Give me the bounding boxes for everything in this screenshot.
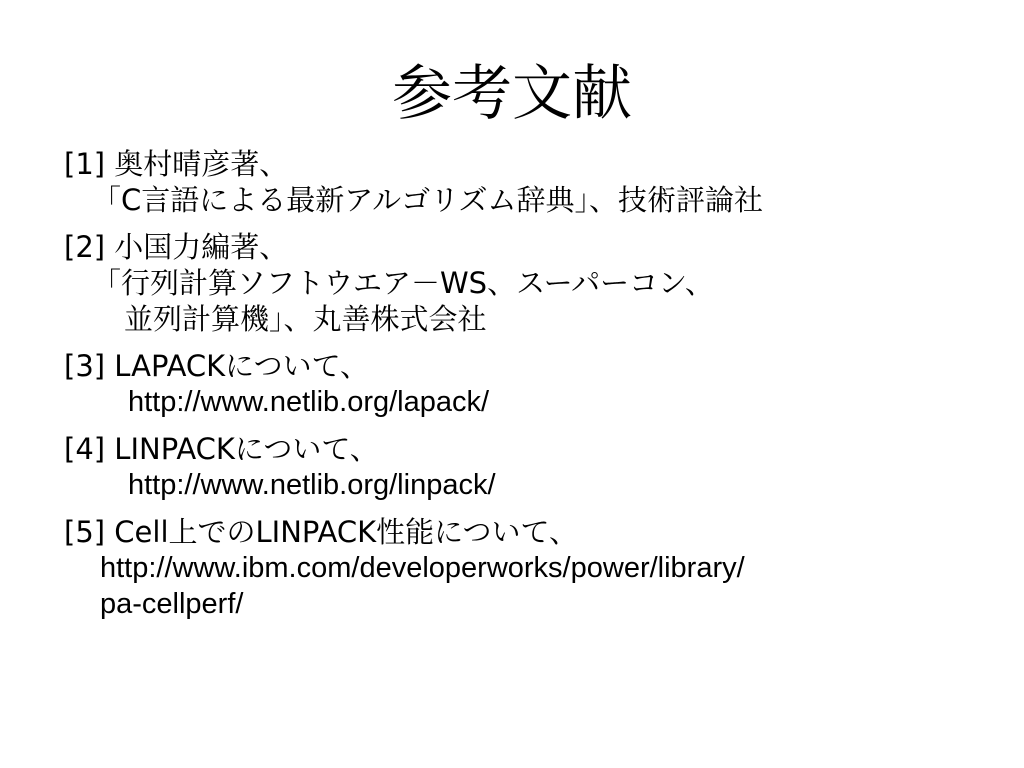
reference-2-title-line-2: 並列計算機」、丸善株式会社 <box>124 302 487 336</box>
reference-3-url[interactable]: http://www.netlib.org/lapack/ <box>128 386 490 418</box>
reference-4-url[interactable]: http://www.netlib.org/linpack/ <box>128 469 496 501</box>
reference-4-label: [4] LINPACKについて、 <box>64 432 379 466</box>
reference-1-author: [1] 奥村晴彦著、 <box>64 147 289 181</box>
reference-5-url-line-2[interactable]: pa-cellperf/ <box>100 588 244 620</box>
reference-item-3 <box>64 348 964 420</box>
reference-item-2 <box>64 229 964 337</box>
slide-title: 参考文献 <box>392 59 632 129</box>
reference-1-title: 「C言語による最新アルゴリズム辞典」、技術評論社 <box>92 183 764 217</box>
reference-2-title-line-1: 「行列計算ソフトウエア－WS、スーパーコン、 <box>92 266 714 300</box>
reference-5-label: [5] Cell上でのLINPACK性能について、 <box>64 515 578 549</box>
reference-3-label: [3] LAPACKについて、 <box>64 349 370 383</box>
reference-list <box>64 146 964 622</box>
reference-2-author: [2] 小国力編著、 <box>64 230 289 264</box>
reference-5-url-line-1[interactable]: http://www.ibm.com/developerworks/power/library/ <box>100 552 745 584</box>
reference-item-1 <box>64 146 964 218</box>
reference-item-5 <box>64 514 964 622</box>
reference-item-4 <box>64 431 964 503</box>
